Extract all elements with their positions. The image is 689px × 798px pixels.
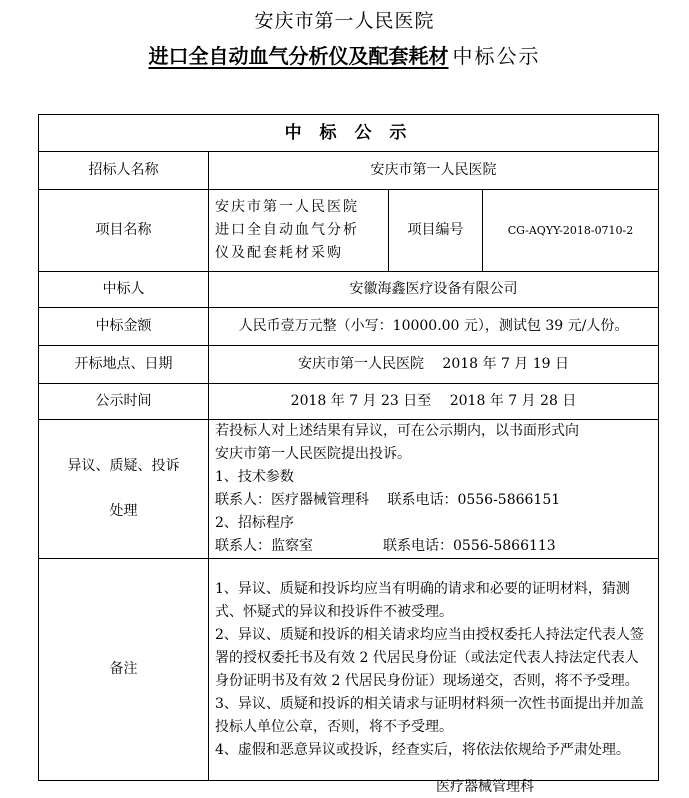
- issuing-department: 医疗器械管理科: [436, 779, 534, 795]
- org-title: 安庆市第一人民医院: [254, 10, 435, 32]
- objection-label: [39, 420, 209, 559]
- remark-paragraph: 4、虚假和恶意异议或投诉，经查实后，将依法依规给予严肃处理。: [215, 741, 630, 758]
- remark-paragraph: 2、异议、质疑和投诉的相关请求均应当由授权委托人持法定代表人签署的授权委托书及有效 2 代居民身份证（或法定代表人持法定代表人身份证明书及有效 2 代居民身份证）现场递交，否则，将不予受理。: [215, 626, 644, 689]
- remarks-label: 备注: [39, 559, 209, 781]
- winner-value: 安徽海鑫医疗设备有限公司: [209, 272, 659, 308]
- opening-label: 开标地点、日期: [39, 346, 209, 384]
- remarks-content: [209, 559, 659, 781]
- table-heading: 中 标 公 示: [39, 115, 659, 152]
- project-number-value: CG-AQYY-2018-0710-2: [483, 190, 659, 272]
- objection-line: 联系人：医疗器械管理科 联系电话：0556-5866151: [215, 492, 561, 508]
- objection-label-line: 异议、质疑、投诉: [67, 458, 180, 474]
- objection-line: 联系人：监察室 联系电话：0556-5866113: [215, 538, 556, 554]
- amount-value: 人民币壹万元整（小写：10000.00 元），测试包 39 元/人份。: [209, 308, 659, 346]
- product-title: 进口全自动血气分析仪及配套耗材: [148, 44, 449, 68]
- objection-line: 若投标人对上述结果有异议，可在公示期内，以书面形式向: [215, 423, 579, 439]
- announcement-title: [0, 40, 689, 69]
- objection-line: 2、招标程序: [215, 515, 294, 531]
- objection-label-line: 处理: [109, 503, 138, 519]
- tenderer-label: 招标人名称: [39, 152, 209, 190]
- period-value: 2018 年 7 月 23 日至 2018 年 7 月 28 日: [209, 384, 659, 420]
- remark-paragraph: 1、异议、质疑和投诉均应当有明确的请求和必要的证明材料，猜测式、怀疑式的异议和投诉件不被受理。: [215, 580, 630, 620]
- objection-content: [209, 420, 659, 559]
- period-label: 公示时间: [39, 384, 209, 420]
- project-name-line: 仪及配套耗材采购: [215, 245, 343, 261]
- opening-value: 安庆市第一人民医院 2018 年 7 月 19 日: [209, 346, 659, 384]
- project-name-line: 安庆市第一人民医院: [215, 199, 359, 215]
- amount-label: 中标金额: [39, 308, 209, 346]
- project-name-value: [209, 190, 389, 272]
- project-number-label: 项目编号: [389, 190, 483, 272]
- remark-paragraph: 3、异议、质疑和投诉的相关请求与证明材料须一次性书面提出并加盖投标人单位公章，否则，将不予受理。: [215, 695, 644, 735]
- award-notice-table: [38, 114, 659, 781]
- title-suffix: 中标公示: [452, 44, 541, 68]
- project-name-label: 项目名称: [39, 190, 209, 272]
- winner-label: 中标人: [39, 272, 209, 308]
- tenderer-value: 安庆市第一人民医院: [209, 152, 659, 190]
- project-name-line: 进口全自动血气分析: [215, 222, 359, 238]
- objection-line: 1、技术参数: [215, 469, 294, 485]
- objection-line: 安庆市第一人民医院提出投诉。: [215, 446, 411, 462]
